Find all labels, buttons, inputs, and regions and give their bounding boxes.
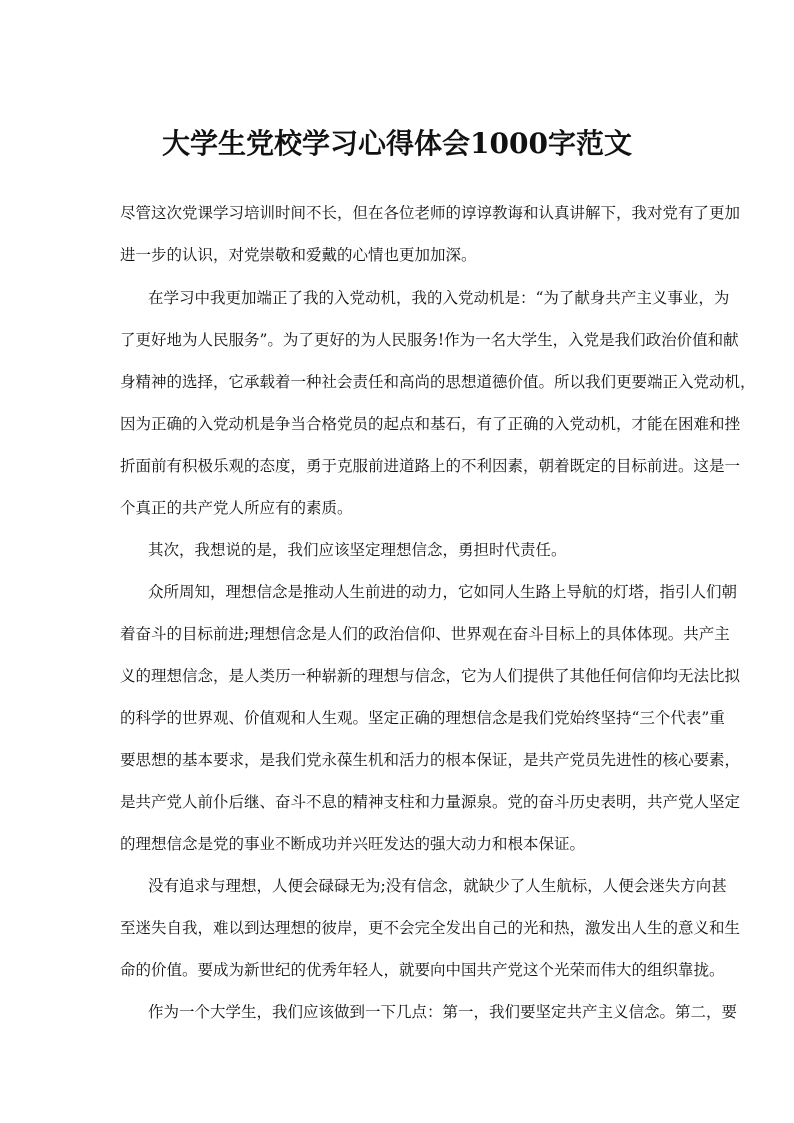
paragraph-line: 要思想的基本要求，是我们党永葆生机和活力的根本保证，是共产党员先进性的核心要素， xyxy=(120,751,741,769)
paragraph-line: 着奋斗的目标前进;理想信念是人们的政治信仰、世界观在奋斗目标上的具体体现。共产主 xyxy=(120,625,730,643)
paragraph-line: 进一步的认识，对党崇敬和爱戴的心情也更加加深。 xyxy=(120,246,477,264)
paragraph-line: 身精神的选择，它承载着一种社会责任和高尚的思想道德价值。所以我们更要端正入党动机， xyxy=(120,373,756,391)
paragraph-line: 其次，我想说的是，我们应该坚定理想信念，勇担时代责任。 xyxy=(148,541,567,559)
paragraph-line: 命的价值。要成为新世纪的优秀年轻人，就要向中国共产党这个光荣而伟大的组织靠拢。 xyxy=(120,961,725,979)
paragraph-line: 没有追求与理想，人便会碌碌无为;没有信念，就缺少了人生航标，人便会迷失方向甚 xyxy=(148,877,727,895)
paragraph-line: 尽管这次党课学习培训时间不长，但在各位老师的谆谆教诲和认真讲解下，我对党有了更加 xyxy=(120,204,741,222)
paragraph-line: 折面前有积极乐观的态度，勇于克服前进道路上的不利因素，朝着既定的目标前进。这是一 xyxy=(120,457,741,475)
paragraph-line: 了更好地为人民服务”。为了更好的为人民服务!作为一名大学生，入党是我们政治价值和献 xyxy=(120,331,739,349)
paragraph-line: 众所周知，理想信念是推动人生前进的动力，它如同人生路上导航的灯塔，指引人们朝 xyxy=(148,583,738,601)
paragraph-line: 在学习中我更加端正了我的入党动机，我的入党动机是：“为了献身共产主义事业，为 xyxy=(148,289,730,307)
paragraph-line: 个真正的共产党人所应有的素质。 xyxy=(120,499,353,517)
paragraph-line: 义的理想信念，是人类历一种崭新的理想与信念，它为人们提供了其他任何信仰均无法比拟 xyxy=(120,667,741,685)
paragraph-line: 因为正确的入党动机是争当合格党员的起点和基石，有了正确的入党动机，才能在困难和挫 xyxy=(120,415,741,433)
document-title: 大学生党校学习心得体会1000字范文 xyxy=(162,127,632,160)
paragraph-line: 的科学的世界观、价值观和人生观。坚定正确的理想信念是我们党始终坚持“三个代表”重 xyxy=(120,709,725,727)
paragraph-line: 的理想信念是党的事业不断成功并兴旺发达的强大动力和根本保证。 xyxy=(120,835,586,853)
paragraph-line: 至迷失自我，难以到达理想的彼岸，更不会完全发出自己的光和热，激发出人生的意义和生 xyxy=(120,919,741,937)
paragraph-line: 是共产党人前仆后继、奋斗不息的精神支柱和力量源泉。党的奋斗历史表明，共产党人坚定 xyxy=(120,793,741,811)
paragraph-line: 作为一个大学生，我们应该做到一下几点：第一，我们要坚定共产主义信念。第二，要 xyxy=(148,1003,738,1021)
